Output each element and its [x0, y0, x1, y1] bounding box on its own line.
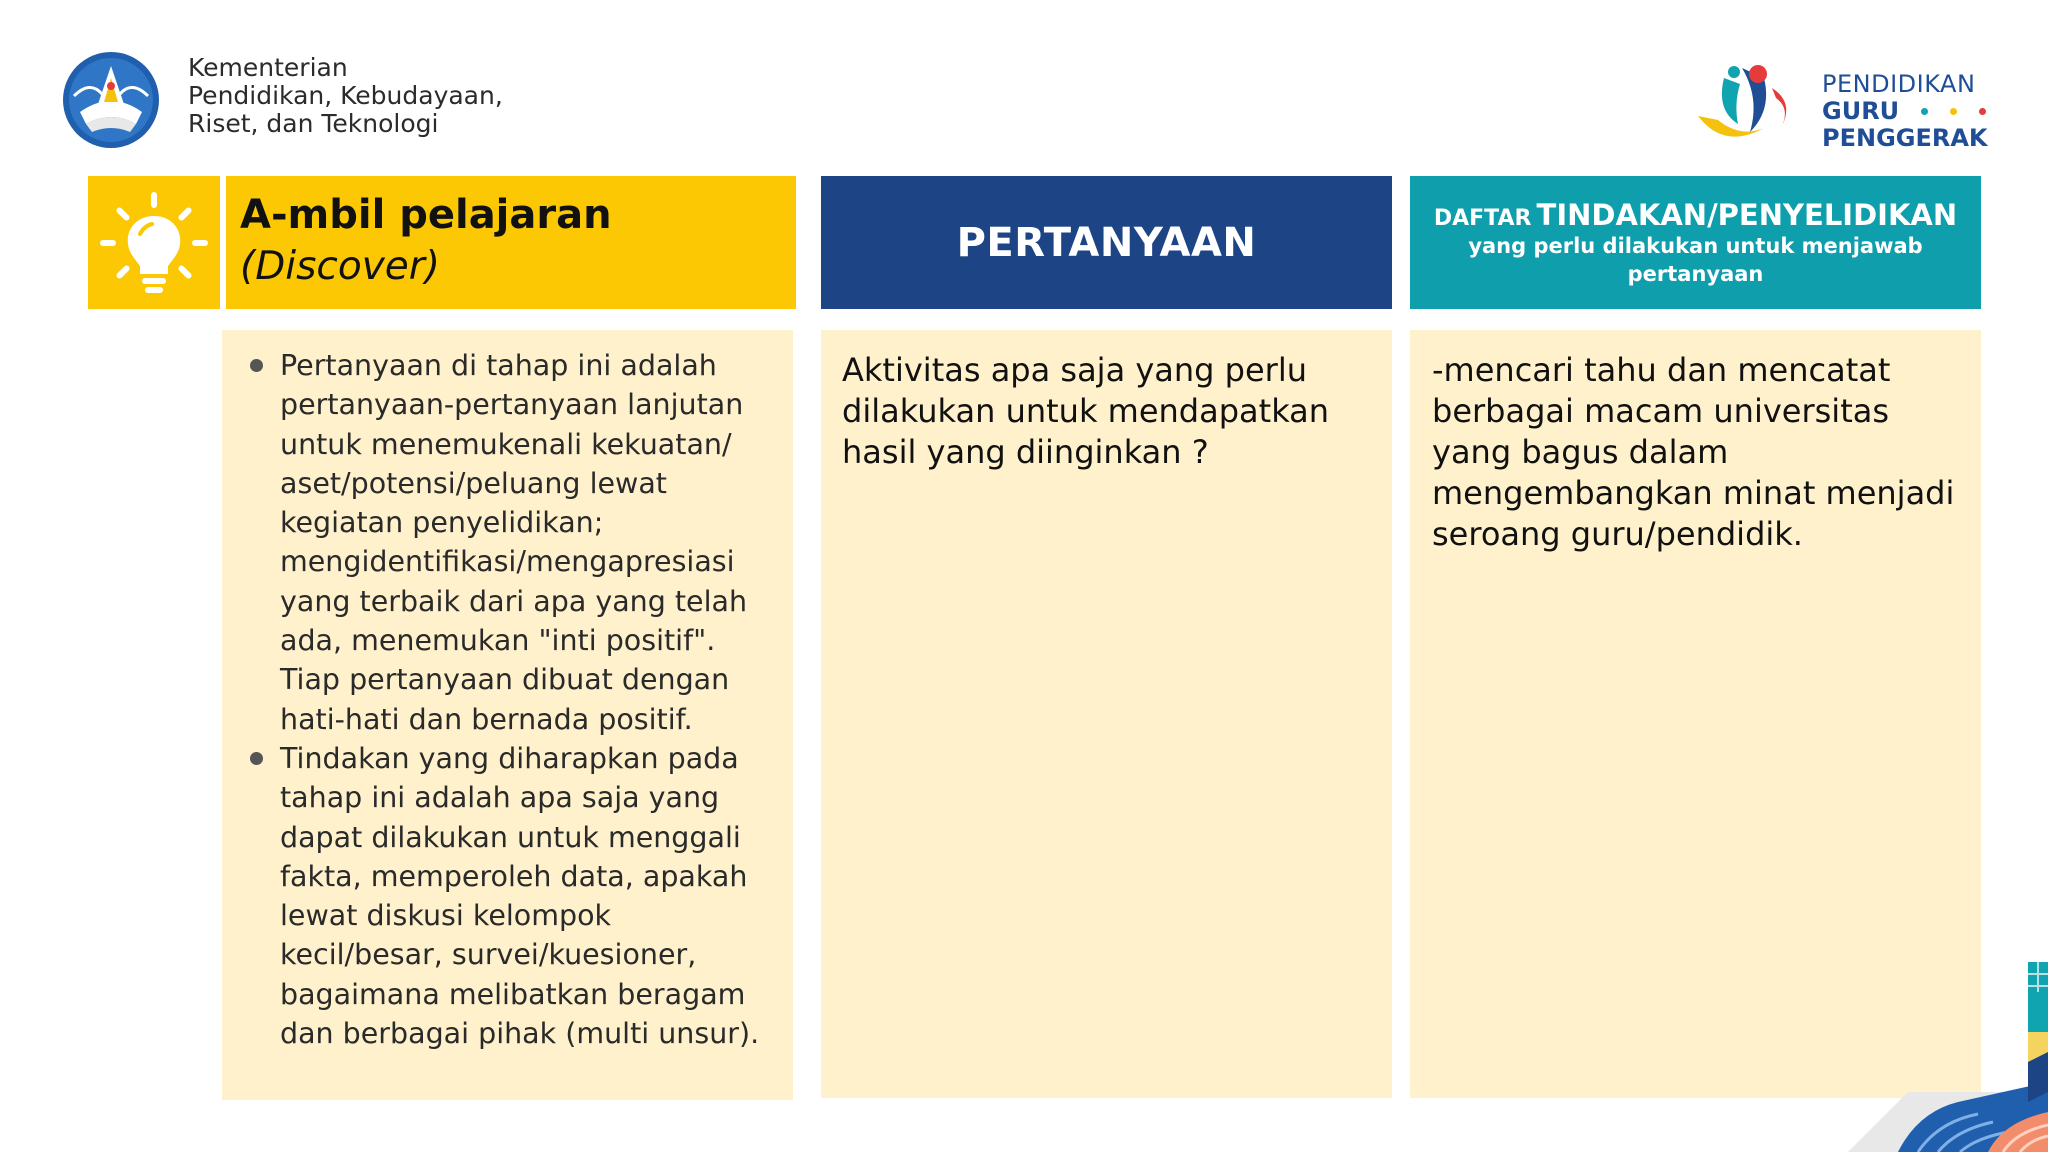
yellow-dot-icon	[1950, 108, 1957, 115]
list-item-line: untuk menemukenali kekuatan/	[280, 427, 732, 461]
program-name-line1: PENDIDIKAN	[1822, 70, 1976, 98]
list-item-line: ada, menemukan "inti positif".	[280, 624, 716, 658]
actions-text-line: -mencari tahu dan mencatat	[1432, 351, 1891, 389]
actions-text-line: seroang guru/pendidik.	[1432, 515, 1803, 553]
lightbulb-icon	[88, 176, 220, 309]
list-item-line: pertanyaan-pertanyaan lanjutan	[280, 388, 744, 422]
list-item-line: aset/potensi/peluang lewat	[280, 466, 667, 500]
list-item-line: yang terbaik dari apa yang telah	[280, 584, 748, 618]
actions-title-line	[1410, 198, 1981, 232]
list-item-line: tahap ini adalah apa saja yang	[280, 781, 720, 815]
actions-header	[1410, 176, 1981, 309]
program-name-guru: GURU	[1822, 97, 1900, 125]
list-item-line: lewat diskusi kelompok	[280, 899, 612, 933]
questions-text-line: Aktivitas apa saja yang perlu	[842, 351, 1307, 389]
discover-title: A-mbil pelajaran	[240, 192, 612, 238]
discover-bullet-list	[280, 346, 780, 1053]
program-name-line2	[1822, 98, 1988, 124]
bullet-dot-icon	[250, 359, 263, 372]
discover-subtitle: (Discover)	[240, 244, 441, 289]
list-item	[280, 346, 780, 739]
actions-text-line: mengembangkan minat menjadi	[1432, 474, 1955, 512]
ministry-name-line: Riset, dan Teknologi	[188, 109, 439, 138]
questions-text-line: hasil yang diinginkan ?	[842, 433, 1209, 471]
list-item-line: dapat dilakukan untuk menggali	[280, 820, 741, 854]
questions-header	[821, 176, 1392, 309]
list-item-line: kecil/besar, survei/kuesioner,	[280, 938, 697, 972]
list-item-line: kegiatan penyelidikan;	[280, 506, 604, 540]
actions-title: TINDAKAN/PENYELIDIKAN	[1536, 198, 1958, 232]
list-item-line: Tindakan yang diharapkan pada	[280, 741, 739, 775]
questions-text-line: dilakukan untuk mendapatkan	[842, 392, 1330, 430]
list-item-line: fakta, memperoleh data, apakah	[280, 859, 748, 893]
list-item-line: bagaimana melibatkan beragam	[280, 977, 746, 1011]
list-item-line: Tiap pertanyaan dibuat dengan	[280, 663, 730, 697]
questions-text	[842, 350, 1329, 473]
wave-pattern-corner-icon	[1788, 962, 2048, 1152]
teal-dot-icon	[1921, 108, 1928, 115]
program-name	[1822, 70, 1988, 152]
discover-icon-box	[88, 176, 220, 309]
list-item-line: mengidentifikasi/mengapresiasi	[280, 545, 735, 579]
red-dot-icon	[1979, 108, 1986, 115]
actions-text	[1432, 350, 1954, 555]
tut-wuri-handayani-emblem-icon	[60, 50, 162, 150]
list-item-line: Pertanyaan di tahap ini adalah	[280, 349, 717, 382]
bullet-dot-icon	[250, 752, 263, 765]
actions-text-line: yang bagus dalam	[1432, 433, 1729, 471]
list-item	[280, 739, 780, 1053]
ministry-name-line: Pendidikan, Kebudayaan,	[188, 81, 503, 110]
ministry-name-line: Kementerian	[188, 53, 348, 82]
actions-title-prefix: DAFTAR	[1433, 206, 1532, 231]
questions-title: PERTANYAAN	[956, 219, 1257, 266]
actions-subtitle: yang perlu dilakukan untuk menjawab pertanyaan	[1468, 234, 1923, 286]
pendidikan-guru-penggerak-mark-icon	[1694, 58, 1806, 154]
actions-text-line: berbagai macam universitas	[1432, 392, 1890, 430]
program-name-line3: PENGGERAK	[1822, 124, 1988, 152]
ministry-name	[188, 54, 503, 138]
list-item-line: dan berbagai pihak (multi unsur).	[280, 1017, 760, 1051]
list-item-line: hati-hati dan bernada positif.	[280, 702, 693, 736]
